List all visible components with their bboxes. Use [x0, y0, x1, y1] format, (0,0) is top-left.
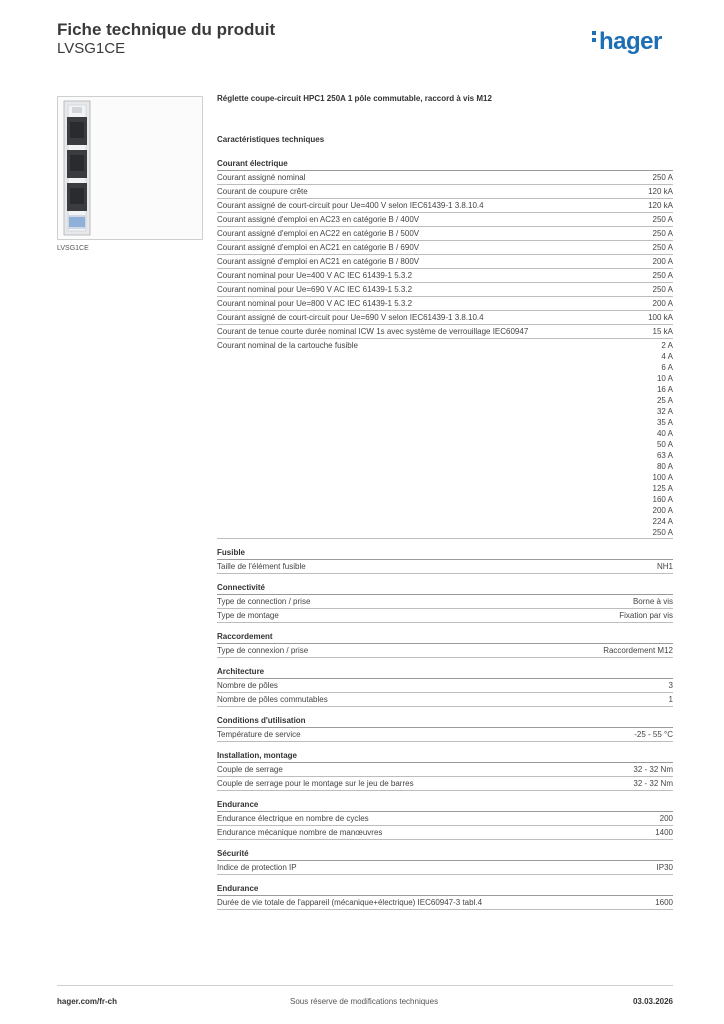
- spec-value: [660, 812, 673, 824]
- spec-value-item: 100 A: [652, 473, 673, 482]
- spec-label: Durée de vie totale de l'appareil (mécanique+électrique) IEC60947-3 tabl.4: [217, 898, 483, 907]
- spec-row: [217, 861, 673, 875]
- spec-value-item: 50 A: [656, 440, 673, 449]
- spec-value: [657, 560, 673, 572]
- spec-value-item: 250 A: [652, 271, 673, 280]
- spec-label: Courant assigné d'emploi en AC23 en catégorie B / 400V: [217, 215, 420, 224]
- fuse-switch-icon: [58, 97, 202, 239]
- spec-value: [633, 777, 673, 789]
- spec-value-item: 100 kA: [648, 313, 673, 322]
- spec-row: [217, 560, 673, 574]
- spec-group-title: Architecture: [217, 667, 673, 679]
- spec-row: [217, 763, 673, 777]
- logo-text: hager: [599, 28, 662, 55]
- spec-label: Courant assigné d'emploi en AC21 en catégorie B / 800V: [217, 257, 420, 266]
- spec-value: [634, 728, 673, 740]
- spec-row: [217, 185, 673, 199]
- spec-group-title: Installation, montage: [217, 751, 673, 763]
- spec-value: [653, 269, 673, 281]
- spec-label: Endurance électrique en nombre de cycles: [217, 814, 369, 823]
- spec-value-item: 35 A: [656, 418, 673, 427]
- spec-label: Type de connexion / prise: [217, 646, 309, 655]
- spec-value-item: 2 A: [661, 341, 673, 350]
- spec-row: [217, 609, 673, 623]
- spec-label: Taille de l'élément fusible: [217, 562, 306, 571]
- spec-value-item: 200: [659, 814, 673, 823]
- spec-row: [217, 255, 673, 269]
- spec-value: [653, 241, 673, 253]
- hager-logo: [592, 28, 662, 56]
- spec-label: Indice de protection IP: [217, 863, 297, 872]
- spec-value-item: 32 - 32 Nm: [633, 779, 673, 788]
- spec-row: [217, 728, 673, 742]
- spec-value-item: 200 A: [652, 299, 673, 308]
- footer-website: hager.com/fr-ch: [57, 997, 118, 1006]
- spec-value-item: 250 A: [652, 173, 673, 182]
- spec-value: [653, 213, 673, 225]
- spec-value-item: -25 - 55 °C: [634, 730, 673, 739]
- spec-value: [669, 693, 673, 705]
- spec-label: Couple de serrage pour le montage sur le jeu de barres: [217, 779, 414, 788]
- image-caption: LVSG1CE: [57, 245, 89, 252]
- page-title: Fiche technique du produit: [57, 20, 276, 39]
- spec-value-item: 120 kA: [648, 187, 673, 196]
- spec-value-item: Raccordement M12: [603, 646, 673, 655]
- spec-label: Courant assigné d'emploi en AC21 en catégorie B / 690V: [217, 243, 420, 252]
- spec-row: [217, 171, 673, 185]
- spec-value: [653, 255, 673, 267]
- spec-value-item: 250 A: [652, 285, 673, 294]
- spec-value-item: 1: [668, 695, 673, 704]
- spec-value: [653, 325, 673, 337]
- spec-label: Courant nominal de la cartouche fusible: [217, 341, 358, 350]
- spec-value-item: 200 A: [652, 506, 673, 515]
- spec-value: [633, 595, 673, 607]
- spec-label: Courant assigné de court-circuit pour Ue=400 V selon IEC61439-1 3.8.10.4: [217, 201, 484, 210]
- spec-value-item: 4 A: [661, 352, 673, 361]
- spec-content: [217, 94, 673, 910]
- spec-label: Courant de tenue courte durée nominal ICW 1s avec système de verrouillage IEC60947: [217, 327, 529, 336]
- spec-value-item: 224 A: [652, 517, 673, 526]
- spec-row: [217, 269, 673, 283]
- spec-label: Courant nominal pour Ue=400 V AC IEC 61439-1 5.3.2: [217, 271, 413, 280]
- spec-group-title: Fusible: [217, 548, 673, 560]
- spec-row: [217, 644, 673, 658]
- spec-value-item: NH1: [656, 562, 673, 571]
- spec-row: [217, 213, 673, 227]
- spec-value-item: 200 A: [652, 257, 673, 266]
- spec-value-item: 250 A: [652, 215, 673, 224]
- spec-row: [217, 325, 673, 339]
- spec-value-item: 40 A: [656, 429, 673, 438]
- spec-row: [217, 595, 673, 609]
- spec-value: [655, 896, 673, 908]
- spec-groups: [217, 159, 673, 910]
- spec-label: Courant nominal pour Ue=690 V AC IEC 61439-1 5.3.2: [217, 285, 413, 294]
- spec-group-title: Sécurité: [217, 849, 673, 861]
- spec-group-title: Connectivité: [217, 583, 673, 595]
- spec-group-title: Courant électrique: [217, 159, 673, 171]
- spec-label: Nombre de pôles commutables: [217, 695, 328, 704]
- spec-row: [217, 297, 673, 311]
- spec-value-item: 250 A: [652, 528, 673, 537]
- spec-value-item: 10 A: [656, 374, 673, 383]
- product-description: Réglette coupe-circuit HPC1 250A 1 pôle commutable, raccord à vis M12: [217, 94, 492, 103]
- spec-value: [648, 311, 673, 323]
- spec-value-item: 120 kA: [648, 201, 673, 210]
- spec-value-item: 160 A: [652, 495, 673, 504]
- spec-row: [217, 777, 673, 791]
- spec-label: Courant nominal pour Ue=800 V AC IEC 61439-1 5.3.2: [217, 299, 413, 308]
- spec-row: [217, 227, 673, 241]
- spec-value-item: 250 A: [652, 229, 673, 238]
- spec-value-item: Borne à vis: [632, 597, 673, 606]
- spec-value: [653, 297, 673, 309]
- footer-date: 03.03.2026: [632, 997, 673, 1006]
- spec-value-item: 125 A: [652, 484, 673, 493]
- spec-value-item: 6 A: [661, 363, 673, 372]
- spec-group-title: Raccordement: [217, 632, 673, 644]
- logo-dots-icon: [592, 31, 597, 45]
- footer-divider: [57, 985, 673, 986]
- spec-value: [655, 826, 673, 838]
- spec-value-item: 32 A: [656, 407, 673, 416]
- spec-label: Endurance mécanique nombre de manœuvres: [217, 828, 383, 837]
- spec-value: [653, 171, 673, 183]
- spec-value-item: 250 A: [652, 243, 673, 252]
- spec-value-item: 25 A: [656, 396, 673, 405]
- spec-value-item: 1400: [655, 828, 673, 837]
- specs-title: Caractéristiques techniques: [217, 135, 325, 144]
- spec-value-item: 80 A: [656, 462, 673, 471]
- spec-label: Couple de serrage: [217, 765, 283, 774]
- spec-label: Courant assigné de court-circuit pour Ue=690 V selon IEC61439-1 3.8.10.4: [217, 313, 484, 322]
- spec-label: Courant assigné d'emploi en AC22 en catégorie B / 500V: [217, 229, 420, 238]
- spec-value: [669, 679, 673, 691]
- spec-value: [653, 339, 673, 538]
- spec-row: [217, 826, 673, 840]
- product-image: [57, 96, 203, 240]
- spec-value-item: 3: [668, 681, 673, 690]
- spec-label: Température de service: [217, 730, 301, 739]
- spec-value: [653, 283, 673, 295]
- spec-value: [648, 185, 673, 197]
- spec-label: Type de montage: [217, 611, 279, 620]
- spec-row: [217, 693, 673, 707]
- spec-label: Courant assigné nominal: [217, 173, 306, 182]
- spec-value: [653, 227, 673, 239]
- spec-value-item: 16 A: [656, 385, 673, 394]
- spec-label: Nombre de pôles: [217, 681, 278, 690]
- spec-row: [217, 896, 673, 910]
- spec-value: [657, 861, 673, 873]
- spec-label: Courant de coupure crête: [217, 187, 308, 196]
- spec-row: [217, 812, 673, 826]
- spec-group-title: Endurance: [217, 884, 673, 896]
- spec-value: [603, 644, 673, 656]
- spec-value-item: Fixation par vis: [619, 611, 673, 620]
- spec-row: [217, 283, 673, 297]
- spec-value: [648, 199, 673, 211]
- spec-value-item: IP30: [656, 863, 673, 872]
- spec-value: [619, 609, 673, 621]
- spec-label: Type de connection / prise: [217, 597, 311, 606]
- footer-notice: Sous réserve de modifications techniques: [290, 997, 439, 1006]
- spec-row: [217, 311, 673, 325]
- spec-row: [217, 241, 673, 255]
- spec-value-item: 32 - 32 Nm: [633, 765, 673, 774]
- spec-value-item: 63 A: [656, 451, 673, 460]
- spec-group-title: Conditions d'utilisation: [217, 716, 673, 728]
- spec-group-title: Endurance: [217, 800, 673, 812]
- spec-row: [217, 199, 673, 213]
- spec-value: [633, 763, 673, 775]
- product-reference: LVSG1CE: [57, 40, 126, 57]
- spec-value-item: 1600: [655, 898, 673, 907]
- spec-row: [217, 679, 673, 693]
- spec-row: [217, 339, 673, 539]
- spec-value-item: 15 kA: [652, 327, 673, 336]
